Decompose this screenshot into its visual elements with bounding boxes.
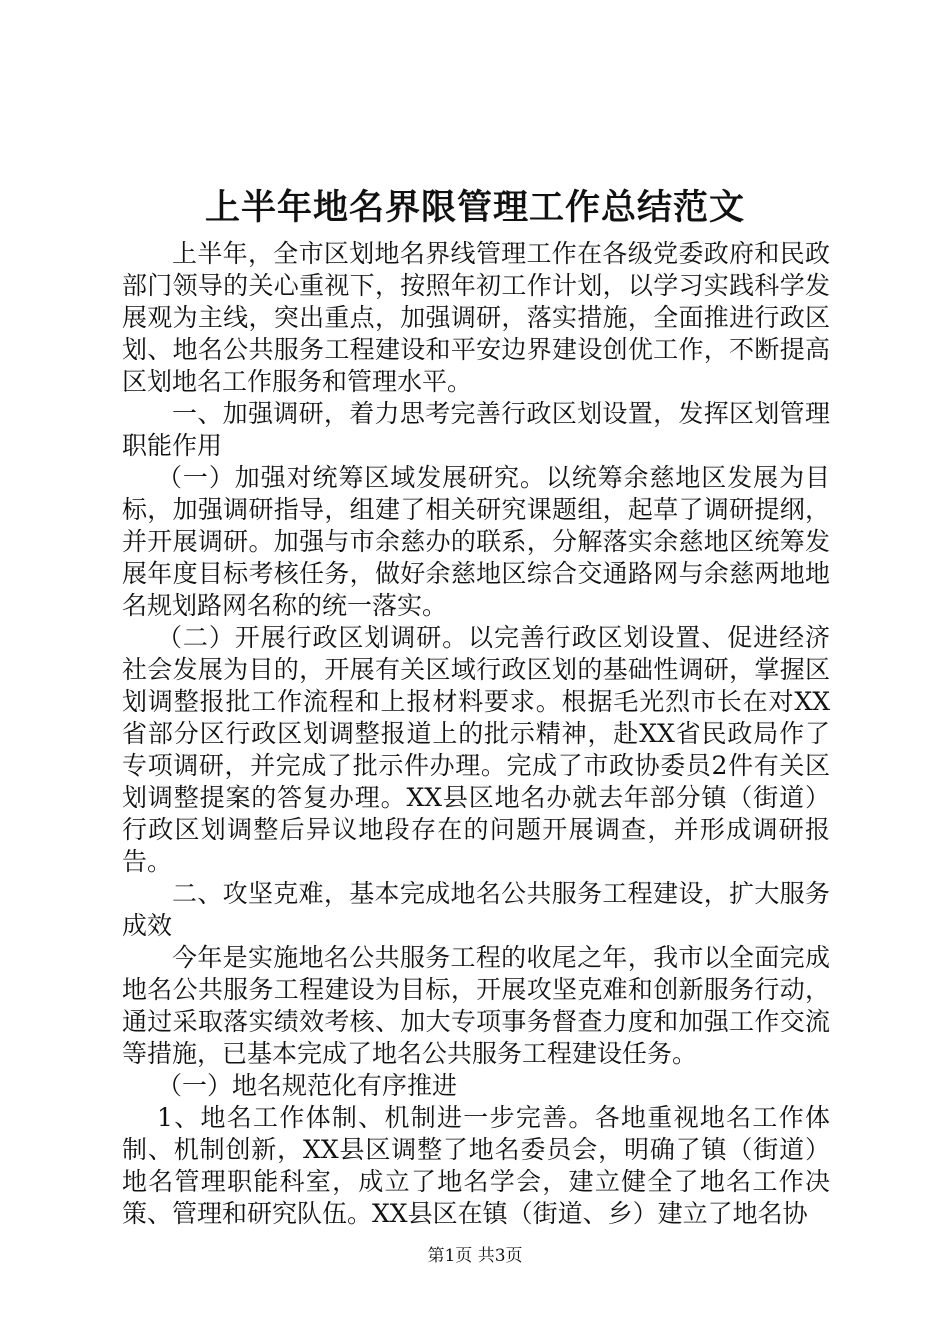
paragraph-2-1-1: 1、地名工作体制、机制进一步完善。各地重视地名工作体制、机制创新，XX县区调整了地名委员会，明确了镇（街道）地名管理职能科室，成立了地名学会，建立健全了地名工作决策、管理和研究队伍。XX县区在镇（街道、乡）建立了地名协 bbox=[122, 1103, 830, 1228]
page-footer: 第1页 共3页 bbox=[427, 1246, 523, 1266]
document-body bbox=[122, 238, 830, 1230]
paragraph-2-intro: 今年是实施地名公共服务工程的收尾之年，我市以全面完成地名公共服务工程建设为目标，开展攻坚克难和创新服务行动，通过采取落实绩效考核、加大专项事务督查力度和加强工作交流等措施，已基本完成了地名公共服务工程建设任务。 bbox=[122, 943, 830, 1068]
paragraph-1-1: （一）加强对统筹区域发展研究。以统筹余慈地区发展为目标，加强调研指导，组建了相关研究课题组，起草了调研提纲，并开展调研。加强与市余慈办的联系，分解落实余慈地区统筹发展年度目标考核任务，做好余慈地区综合交通路网与余慈两地地名规划路网名称的统一落实。 bbox=[122, 463, 830, 620]
paragraph-intro: 上半年，全市区划地名界线管理工作在各级党委政府和民政部门领导的关心重视下，按照年初工作计划，以学习实践科学发展观为主线，突出重点，加强调研，落实措施，全面推进行政区划、地名公共服务工程建设和平安边界建设创优工作，不断提高区划地名工作服务和管理水平。 bbox=[122, 239, 830, 396]
section-heading-1: 一、加强调研，着力思考完善行政区划设置，发挥区划管理职能作用 bbox=[122, 399, 830, 460]
subsection-heading-2-1: （一）地名规范化有序推进 bbox=[157, 1071, 458, 1100]
section-heading-2: 二、攻坚克难，基本完成地名公共服务工程建设，扩大服务成效 bbox=[122, 879, 830, 940]
paragraph-1-2: （二）开展行政区划调研。以完善行政区划设置、促进经济社会发展为目的，开展有关区域行政区划的基础性调研，掌握区划调整报批工作流程和上报材料要求。根据毛光烈市长在对XX省部分区行政区划调整报道上的批示精神，赴XX省民政局作了专项调研，并完成了批示件办理。完成了市政协委员2件有关区划调整提案的答复办理。XX县区地名办就去年部分镇（街道）行政区划调整后异议地段存在的问题开展调查，并形成调研报告。 bbox=[122, 623, 830, 876]
document-title: 上半年地名界限管理工作总结范文 bbox=[204, 187, 745, 228]
